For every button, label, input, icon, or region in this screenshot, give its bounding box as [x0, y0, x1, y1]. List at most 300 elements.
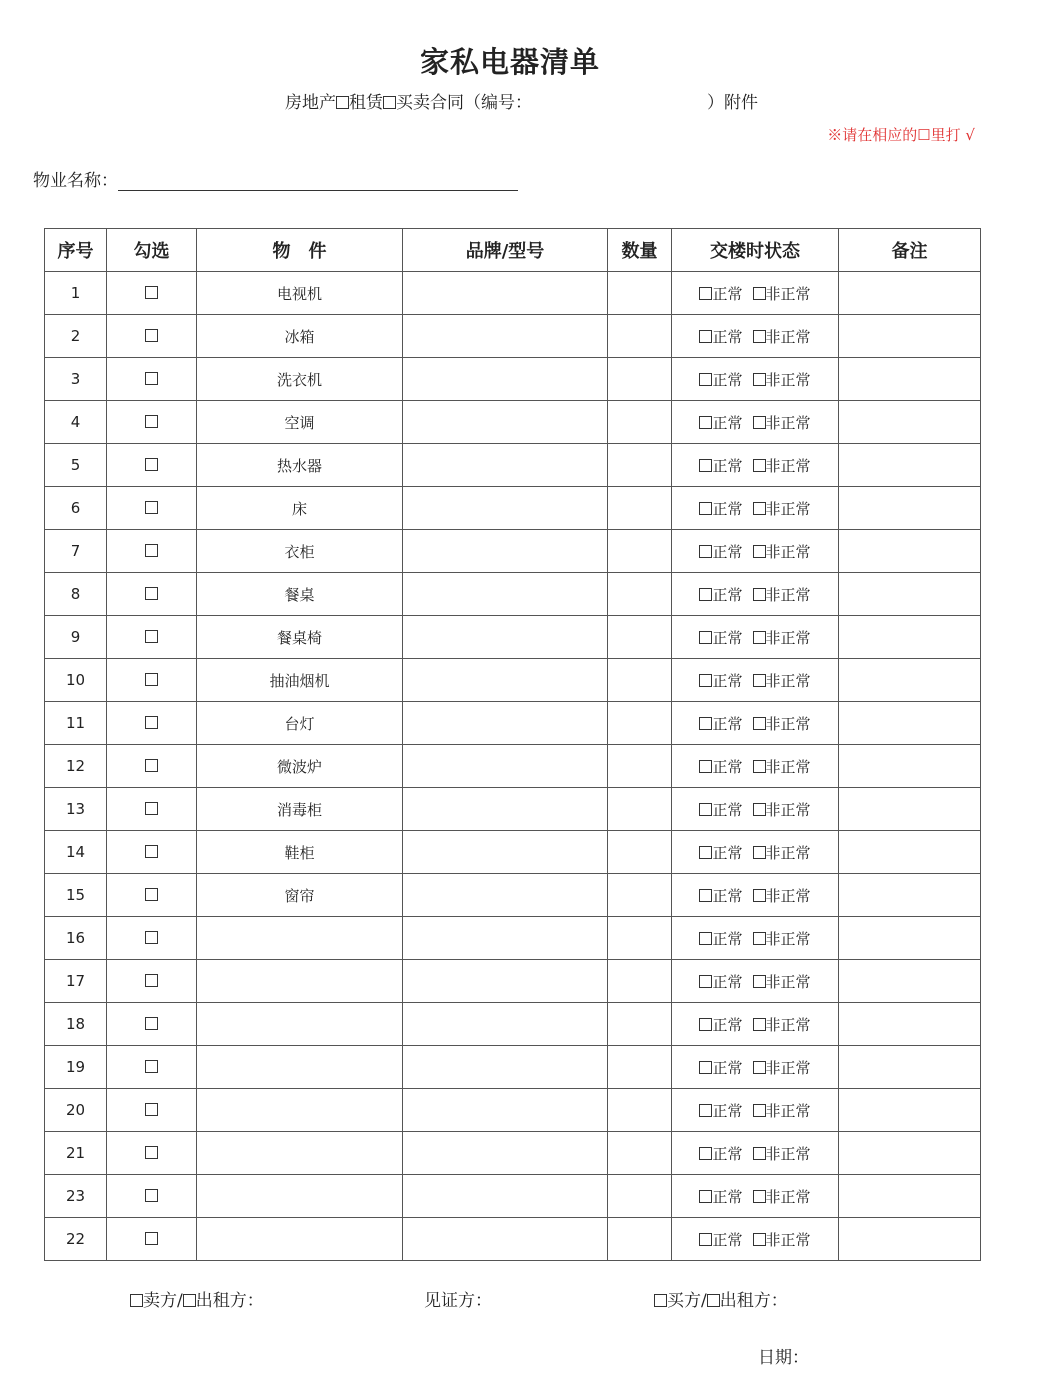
- table-row: [45, 401, 981, 444]
- status-abnormal-checkbox[interactable]: [753, 416, 766, 429]
- row-status: [672, 917, 839, 960]
- status-abnormal-option[interactable]: [753, 1102, 811, 1120]
- status-abnormal-checkbox[interactable]: [753, 545, 766, 558]
- status-normal-checkbox[interactable]: [699, 588, 712, 601]
- table-row: [45, 272, 981, 315]
- row-check-cell: [107, 659, 197, 702]
- status-normal-checkbox[interactable]: [699, 416, 712, 429]
- status-abnormal-checkbox[interactable]: [753, 932, 766, 945]
- row-check-cell: [107, 358, 197, 401]
- row-checkbox[interactable]: [145, 888, 158, 901]
- row-remarks[interactable]: [839, 1089, 981, 1132]
- status-abnormal-checkbox[interactable]: [753, 1190, 766, 1203]
- status-abnormal-checkbox[interactable]: [753, 1233, 766, 1246]
- row-number: 5: [45, 444, 107, 487]
- status-normal-label: 正常: [712, 972, 743, 991]
- row-checkbox[interactable]: [145, 587, 158, 600]
- status-abnormal-option[interactable]: [753, 672, 811, 690]
- status-normal-option[interactable]: [699, 1016, 742, 1034]
- row-checkbox[interactable]: [145, 329, 158, 342]
- table-row: [45, 487, 981, 530]
- status-normal-checkbox[interactable]: [699, 330, 712, 343]
- row-brand-model[interactable]: [403, 401, 608, 444]
- row-item: 鞋柜: [197, 831, 403, 874]
- row-remarks[interactable]: [839, 960, 981, 1003]
- row-checkbox[interactable]: [145, 544, 158, 557]
- row-quantity[interactable]: [608, 616, 672, 659]
- row-remarks[interactable]: [839, 917, 981, 960]
- header-quantity: 数量: [608, 229, 672, 272]
- row-brand-model[interactable]: [403, 1132, 608, 1175]
- row-brand-model[interactable]: [403, 960, 608, 1003]
- row-number: 15: [45, 874, 107, 917]
- row-checkbox[interactable]: [145, 1146, 158, 1159]
- row-quantity[interactable]: [608, 401, 672, 444]
- status-normal-checkbox[interactable]: [699, 287, 712, 300]
- row-item: 抽油烟机: [197, 659, 403, 702]
- status-abnormal-option[interactable]: [753, 285, 811, 303]
- status-normal-checkbox[interactable]: [699, 803, 712, 816]
- status-abnormal-option[interactable]: [753, 715, 811, 733]
- status-normal-option[interactable]: [699, 285, 742, 303]
- row-quantity[interactable]: [608, 487, 672, 530]
- row-check-cell: [107, 315, 197, 358]
- row-check-cell: [107, 1046, 197, 1089]
- status-normal-label: 正常: [712, 1230, 743, 1249]
- row-number: 13: [45, 788, 107, 831]
- row-check-cell: [107, 745, 197, 788]
- row-remarks[interactable]: [839, 659, 981, 702]
- status-normal-label: 正常: [712, 843, 743, 862]
- row-number: 3: [45, 358, 107, 401]
- row-quantity[interactable]: [608, 1132, 672, 1175]
- status-normal-option[interactable]: [699, 629, 742, 647]
- row-checkbox[interactable]: [145, 1017, 158, 1030]
- property-name-blank[interactable]: [118, 170, 518, 191]
- status-abnormal-option[interactable]: [753, 543, 811, 561]
- status-normal-option[interactable]: [699, 973, 742, 991]
- status-normal-option[interactable]: [699, 844, 742, 862]
- row-status: [672, 1046, 839, 1089]
- status-abnormal-checkbox[interactable]: [753, 717, 766, 730]
- row-brand-model[interactable]: [403, 530, 608, 573]
- status-abnormal-option[interactable]: [753, 844, 811, 862]
- row-brand-model[interactable]: [403, 1218, 608, 1261]
- status-normal-label: 正常: [712, 757, 743, 776]
- row-remarks[interactable]: [839, 358, 981, 401]
- row-remarks[interactable]: [839, 1046, 981, 1089]
- row-check-cell: [107, 1218, 197, 1261]
- table-row: [45, 788, 981, 831]
- row-remarks[interactable]: [839, 616, 981, 659]
- buyer-label-2: 出租方：: [719, 1291, 788, 1311]
- row-quantity[interactable]: [608, 702, 672, 745]
- status-abnormal-label: 非正常: [765, 1015, 811, 1034]
- row-checkbox[interactable]: [145, 372, 158, 385]
- status-abnormal-option[interactable]: [753, 586, 811, 604]
- header-status: 交楼时状态: [672, 229, 839, 272]
- row-quantity[interactable]: [608, 831, 672, 874]
- status-abnormal-label: 非正常: [765, 1230, 811, 1249]
- row-number: 6: [45, 487, 107, 530]
- subtitle-text-2: 租赁: [349, 93, 383, 113]
- row-status: [672, 1175, 839, 1218]
- status-abnormal-label: 非正常: [765, 929, 811, 948]
- row-brand-model[interactable]: [403, 616, 608, 659]
- table-row: [45, 1218, 981, 1261]
- status-normal-option[interactable]: [699, 801, 742, 819]
- status-normal-option[interactable]: [699, 672, 742, 690]
- subtitle-text-3: 买卖合同（编号：: [396, 93, 532, 113]
- row-brand-model[interactable]: [403, 272, 608, 315]
- status-abnormal-option[interactable]: [753, 973, 811, 991]
- row-checkbox[interactable]: [145, 458, 158, 471]
- row-item: 冰箱: [197, 315, 403, 358]
- status-normal-option[interactable]: [699, 586, 742, 604]
- row-checkbox[interactable]: [145, 759, 158, 772]
- row-quantity[interactable]: [608, 745, 672, 788]
- row-remarks[interactable]: [839, 487, 981, 530]
- table-row: [45, 1132, 981, 1175]
- row-brand-model[interactable]: [403, 745, 608, 788]
- status-normal-checkbox[interactable]: [699, 1147, 712, 1160]
- status-normal-option[interactable]: [699, 1188, 742, 1206]
- status-normal-checkbox[interactable]: [699, 631, 712, 644]
- status-normal-checkbox[interactable]: [699, 373, 712, 386]
- contract-subtitle: [285, 88, 758, 113]
- buyer-lessor-checkbox[interactable]: [707, 1294, 720, 1307]
- row-remarks[interactable]: [839, 272, 981, 315]
- status-normal-option[interactable]: [699, 543, 742, 561]
- row-remarks[interactable]: [839, 745, 981, 788]
- status-abnormal-option[interactable]: [753, 758, 811, 776]
- status-abnormal-option[interactable]: [753, 629, 811, 647]
- status-abnormal-label: 非正常: [765, 370, 811, 389]
- row-quantity[interactable]: [608, 960, 672, 1003]
- status-abnormal-checkbox[interactable]: [753, 1147, 766, 1160]
- row-brand-model[interactable]: [403, 1046, 608, 1089]
- status-normal-option[interactable]: [699, 930, 742, 948]
- row-number: 20: [45, 1089, 107, 1132]
- row-item: [197, 1218, 403, 1261]
- row-number: 16: [45, 917, 107, 960]
- status-abnormal-label: 非正常: [765, 972, 811, 991]
- row-remarks[interactable]: [839, 702, 981, 745]
- row-brand-model[interactable]: [403, 487, 608, 530]
- header-brand-model: 品牌/型号: [403, 229, 608, 272]
- row-remarks[interactable]: [839, 401, 981, 444]
- row-status: [672, 788, 839, 831]
- status-normal-checkbox[interactable]: [699, 1104, 712, 1117]
- status-normal-option[interactable]: [699, 1102, 742, 1120]
- status-abnormal-checkbox[interactable]: [753, 373, 766, 386]
- row-quantity[interactable]: [608, 573, 672, 616]
- buyer-checkbox[interactable]: [654, 1294, 667, 1307]
- table-row: [45, 358, 981, 401]
- row-checkbox[interactable]: [145, 501, 158, 514]
- row-brand-model[interactable]: [403, 315, 608, 358]
- status-abnormal-option[interactable]: [753, 1188, 811, 1206]
- row-quantity[interactable]: [608, 917, 672, 960]
- table-row: [45, 960, 981, 1003]
- status-abnormal-option[interactable]: [753, 457, 811, 475]
- status-normal-option[interactable]: [699, 457, 742, 475]
- row-number: 18: [45, 1003, 107, 1046]
- status-abnormal-option[interactable]: [753, 1145, 811, 1163]
- table-row: [45, 444, 981, 487]
- status-abnormal-option[interactable]: [753, 1059, 811, 1077]
- status-abnormal-option[interactable]: [753, 887, 811, 905]
- status-abnormal-label: 非正常: [765, 284, 811, 303]
- page-title: 家私电器清单: [419, 45, 600, 79]
- status-abnormal-label: 非正常: [765, 327, 811, 346]
- row-checkbox[interactable]: [145, 1189, 158, 1202]
- table-row: [45, 702, 981, 745]
- row-check-cell: [107, 960, 197, 1003]
- status-abnormal-label: 非正常: [765, 1144, 811, 1163]
- row-item: 微波炉: [197, 745, 403, 788]
- row-status: [672, 401, 839, 444]
- row-item: [197, 1046, 403, 1089]
- status-abnormal-label: 非正常: [765, 757, 811, 776]
- status-abnormal-checkbox[interactable]: [753, 502, 766, 515]
- row-status: [672, 659, 839, 702]
- status-abnormal-label: 非正常: [765, 714, 811, 733]
- status-abnormal-label: 非正常: [765, 542, 811, 561]
- row-status: [672, 487, 839, 530]
- instruction-note: ※请在相应的☐里打 √: [827, 126, 975, 144]
- status-abnormal-option[interactable]: [753, 500, 811, 518]
- row-brand-model[interactable]: [403, 702, 608, 745]
- status-normal-option[interactable]: [699, 715, 742, 733]
- status-normal-checkbox[interactable]: [699, 1018, 712, 1031]
- row-brand-model[interactable]: [403, 1003, 608, 1046]
- status-abnormal-option[interactable]: [753, 328, 811, 346]
- row-check-cell: [107, 1003, 197, 1046]
- status-normal-checkbox[interactable]: [699, 674, 712, 687]
- status-normal-checkbox[interactable]: [699, 932, 712, 945]
- row-brand-model[interactable]: [403, 444, 608, 487]
- row-status: [672, 358, 839, 401]
- status-abnormal-checkbox[interactable]: [753, 1104, 766, 1117]
- status-normal-label: 正常: [712, 1015, 743, 1034]
- status-normal-option[interactable]: [699, 1145, 742, 1163]
- row-checkbox[interactable]: [145, 286, 158, 299]
- row-quantity[interactable]: [608, 788, 672, 831]
- status-normal-option[interactable]: [699, 328, 742, 346]
- row-checkbox[interactable]: [145, 630, 158, 643]
- row-checkbox[interactable]: [145, 1232, 158, 1245]
- row-item: 空调: [197, 401, 403, 444]
- status-abnormal-label: 非正常: [765, 843, 811, 862]
- row-number: 12: [45, 745, 107, 788]
- lessor-checkbox[interactable]: [183, 1294, 196, 1307]
- row-checkbox[interactable]: [145, 415, 158, 428]
- row-quantity[interactable]: [608, 659, 672, 702]
- status-normal-option[interactable]: [699, 758, 742, 776]
- status-normal-label: 正常: [712, 1144, 743, 1163]
- status-abnormal-checkbox[interactable]: [753, 975, 766, 988]
- status-abnormal-checkbox[interactable]: [753, 588, 766, 601]
- row-check-cell: [107, 487, 197, 530]
- row-item: 热水器: [197, 444, 403, 487]
- row-status: [672, 272, 839, 315]
- row-check-cell: [107, 616, 197, 659]
- row-quantity[interactable]: [608, 272, 672, 315]
- row-brand-model[interactable]: [403, 573, 608, 616]
- row-item: 洗衣机: [197, 358, 403, 401]
- row-remarks[interactable]: [839, 1132, 981, 1175]
- rental-checkbox[interactable]: [336, 96, 349, 109]
- row-check-cell: [107, 917, 197, 960]
- status-abnormal-checkbox[interactable]: [753, 803, 766, 816]
- row-quantity[interactable]: [608, 874, 672, 917]
- status-abnormal-checkbox[interactable]: [753, 459, 766, 472]
- row-checkbox[interactable]: [145, 673, 158, 686]
- row-quantity[interactable]: [608, 315, 672, 358]
- status-abnormal-option[interactable]: [753, 801, 811, 819]
- row-checkbox[interactable]: [145, 1060, 158, 1073]
- status-normal-checkbox[interactable]: [699, 459, 712, 472]
- row-number: 14: [45, 831, 107, 874]
- row-quantity[interactable]: [608, 530, 672, 573]
- status-normal-checkbox[interactable]: [699, 1061, 712, 1074]
- status-normal-checkbox[interactable]: [699, 717, 712, 730]
- row-status: [672, 831, 839, 874]
- row-checkbox[interactable]: [145, 1103, 158, 1116]
- status-normal-checkbox[interactable]: [699, 502, 712, 515]
- status-abnormal-checkbox[interactable]: [753, 674, 766, 687]
- row-remarks[interactable]: [839, 831, 981, 874]
- row-brand-model[interactable]: [403, 788, 608, 831]
- row-remarks[interactable]: [839, 1218, 981, 1261]
- row-item: [197, 960, 403, 1003]
- row-quantity[interactable]: [608, 1046, 672, 1089]
- status-abnormal-checkbox[interactable]: [753, 1018, 766, 1031]
- status-normal-checkbox[interactable]: [699, 1233, 712, 1246]
- status-abnormal-option[interactable]: [753, 371, 811, 389]
- status-abnormal-option[interactable]: [753, 414, 811, 432]
- row-brand-model[interactable]: [403, 917, 608, 960]
- row-quantity[interactable]: [608, 444, 672, 487]
- row-quantity[interactable]: [608, 1089, 672, 1132]
- row-item: [197, 1003, 403, 1046]
- row-brand-model[interactable]: [403, 659, 608, 702]
- row-remarks[interactable]: [839, 315, 981, 358]
- row-item: 餐桌: [197, 573, 403, 616]
- seller-checkbox[interactable]: [130, 1294, 143, 1307]
- table-row: [45, 1175, 981, 1218]
- row-checkbox[interactable]: [145, 802, 158, 815]
- row-checkbox[interactable]: [145, 931, 158, 944]
- status-normal-checkbox[interactable]: [699, 846, 712, 859]
- row-number: 11: [45, 702, 107, 745]
- status-normal-checkbox[interactable]: [699, 1190, 712, 1203]
- row-remarks[interactable]: [839, 444, 981, 487]
- header-remarks: 备注: [839, 229, 981, 272]
- status-normal-option[interactable]: [699, 1231, 742, 1249]
- status-normal-checkbox[interactable]: [699, 545, 712, 558]
- status-normal-checkbox[interactable]: [699, 975, 712, 988]
- status-abnormal-checkbox[interactable]: [753, 760, 766, 773]
- row-brand-model[interactable]: [403, 1175, 608, 1218]
- row-brand-model[interactable]: [403, 358, 608, 401]
- row-remarks[interactable]: [839, 573, 981, 616]
- row-remarks[interactable]: [839, 788, 981, 831]
- status-normal-option[interactable]: [699, 887, 742, 905]
- status-normal-label: 正常: [712, 1187, 743, 1206]
- status-abnormal-label: 非正常: [765, 628, 811, 647]
- row-checkbox[interactable]: [145, 974, 158, 987]
- row-quantity[interactable]: [608, 358, 672, 401]
- status-abnormal-label: 非正常: [765, 671, 811, 690]
- row-remarks[interactable]: [839, 1175, 981, 1218]
- status-abnormal-checkbox[interactable]: [753, 330, 766, 343]
- seller-label-1: 卖方/: [143, 1291, 183, 1311]
- row-brand-model[interactable]: [403, 874, 608, 917]
- status-abnormal-label: 非正常: [765, 886, 811, 905]
- status-normal-checkbox[interactable]: [699, 760, 712, 773]
- row-check-cell: [107, 788, 197, 831]
- status-abnormal-checkbox[interactable]: [753, 846, 766, 859]
- buyer-signature: [654, 1286, 788, 1311]
- row-quantity[interactable]: [608, 1175, 672, 1218]
- status-abnormal-checkbox[interactable]: [753, 631, 766, 644]
- status-normal-checkbox[interactable]: [699, 889, 712, 902]
- status-abnormal-option[interactable]: [753, 1016, 811, 1034]
- status-normal-option[interactable]: [699, 414, 742, 432]
- status-abnormal-label: 非正常: [765, 1187, 811, 1206]
- status-abnormal-checkbox[interactable]: [753, 889, 766, 902]
- row-status: [672, 616, 839, 659]
- row-remarks[interactable]: [839, 530, 981, 573]
- status-abnormal-label: 非正常: [765, 800, 811, 819]
- items-table: [44, 228, 981, 1261]
- status-normal-option[interactable]: [699, 371, 742, 389]
- status-normal-label: 正常: [712, 628, 743, 647]
- row-status: [672, 1218, 839, 1261]
- row-remarks[interactable]: [839, 1003, 981, 1046]
- row-quantity[interactable]: [608, 1218, 672, 1261]
- row-brand-model[interactable]: [403, 831, 608, 874]
- status-abnormal-checkbox[interactable]: [753, 287, 766, 300]
- status-normal-option[interactable]: [699, 500, 742, 518]
- row-brand-model[interactable]: [403, 1089, 608, 1132]
- status-normal-label: 正常: [712, 1101, 743, 1120]
- row-number: 8: [45, 573, 107, 616]
- row-check-cell: [107, 530, 197, 573]
- row-item: 窗帘: [197, 874, 403, 917]
- status-abnormal-option[interactable]: [753, 1231, 811, 1249]
- status-normal-option[interactable]: [699, 1059, 742, 1077]
- row-status: [672, 745, 839, 788]
- table-row: [45, 1046, 981, 1089]
- row-checkbox[interactable]: [145, 845, 158, 858]
- date-label: 日期：: [758, 1348, 809, 1368]
- status-abnormal-checkbox[interactable]: [753, 1061, 766, 1074]
- sale-checkbox[interactable]: [383, 96, 396, 109]
- table-row: [45, 573, 981, 616]
- status-normal-label: 正常: [712, 542, 743, 561]
- row-number: 9: [45, 616, 107, 659]
- row-quantity[interactable]: [608, 1003, 672, 1046]
- status-normal-label: 正常: [712, 499, 743, 518]
- status-abnormal-option[interactable]: [753, 930, 811, 948]
- row-number: 1: [45, 272, 107, 315]
- row-remarks[interactable]: [839, 874, 981, 917]
- row-checkbox[interactable]: [145, 716, 158, 729]
- status-abnormal-label: 非正常: [765, 456, 811, 475]
